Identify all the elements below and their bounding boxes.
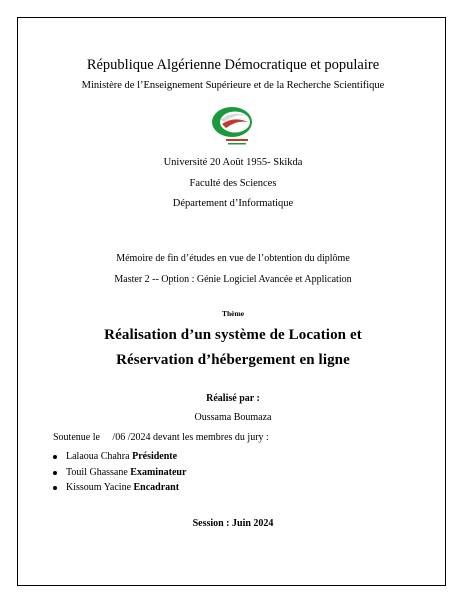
- faculty-name: Faculté des Sciences: [189, 178, 277, 189]
- jury-member-role: Présidente: [132, 451, 178, 462]
- thesis-title-line-1: Réalisation d’un système de Location et: [104, 327, 362, 343]
- university-name: Université 20 Août 1955- Skikda: [163, 157, 303, 168]
- master-option-line: Master 2 -- Option : Génie Logiciel Avancée et Application: [114, 274, 352, 285]
- jury-member-role: Examinateur: [130, 466, 187, 478]
- bullet-icon: [53, 486, 57, 490]
- jury-member-name: Lalaoua Chahra: [66, 451, 130, 462]
- university-logo-icon: [208, 102, 258, 148]
- thesis-title-line-2: Réservation d’hébergement en ligne: [116, 352, 350, 368]
- republic-heading: République Algérienne Démocratique et populaire: [86, 57, 380, 73]
- jury-member-name: Touil Ghassane: [66, 466, 128, 478]
- bullet-icon: [53, 455, 57, 459]
- jury-member-role: Encadrant: [133, 482, 180, 493]
- department-name: Département d’Informatique: [172, 198, 294, 209]
- theme-label: Thème: [221, 309, 245, 318]
- defense-statement: Soutenue le /06 /2024 devant les membres du jury :: [53, 432, 269, 443]
- jury-member-name: Kissoum Yacine: [66, 482, 132, 493]
- author-name: Oussama Boumaza: [194, 412, 272, 423]
- bullet-icon: [53, 471, 57, 475]
- jury-member: [50, 480, 186, 496]
- jury-member: [50, 465, 186, 481]
- jury-list: [50, 449, 186, 496]
- jury-member: [50, 449, 186, 465]
- ministry-heading: Ministère de l’Enseignement Supérieure et de la Recherche Scientifique: [81, 80, 385, 91]
- session-line: Session : Juin 2024: [192, 518, 274, 529]
- author-label: Réalisé par :: [206, 393, 260, 404]
- memoire-line: Mémoire de fin d’études en vue de l’obtention du diplôme: [116, 253, 350, 264]
